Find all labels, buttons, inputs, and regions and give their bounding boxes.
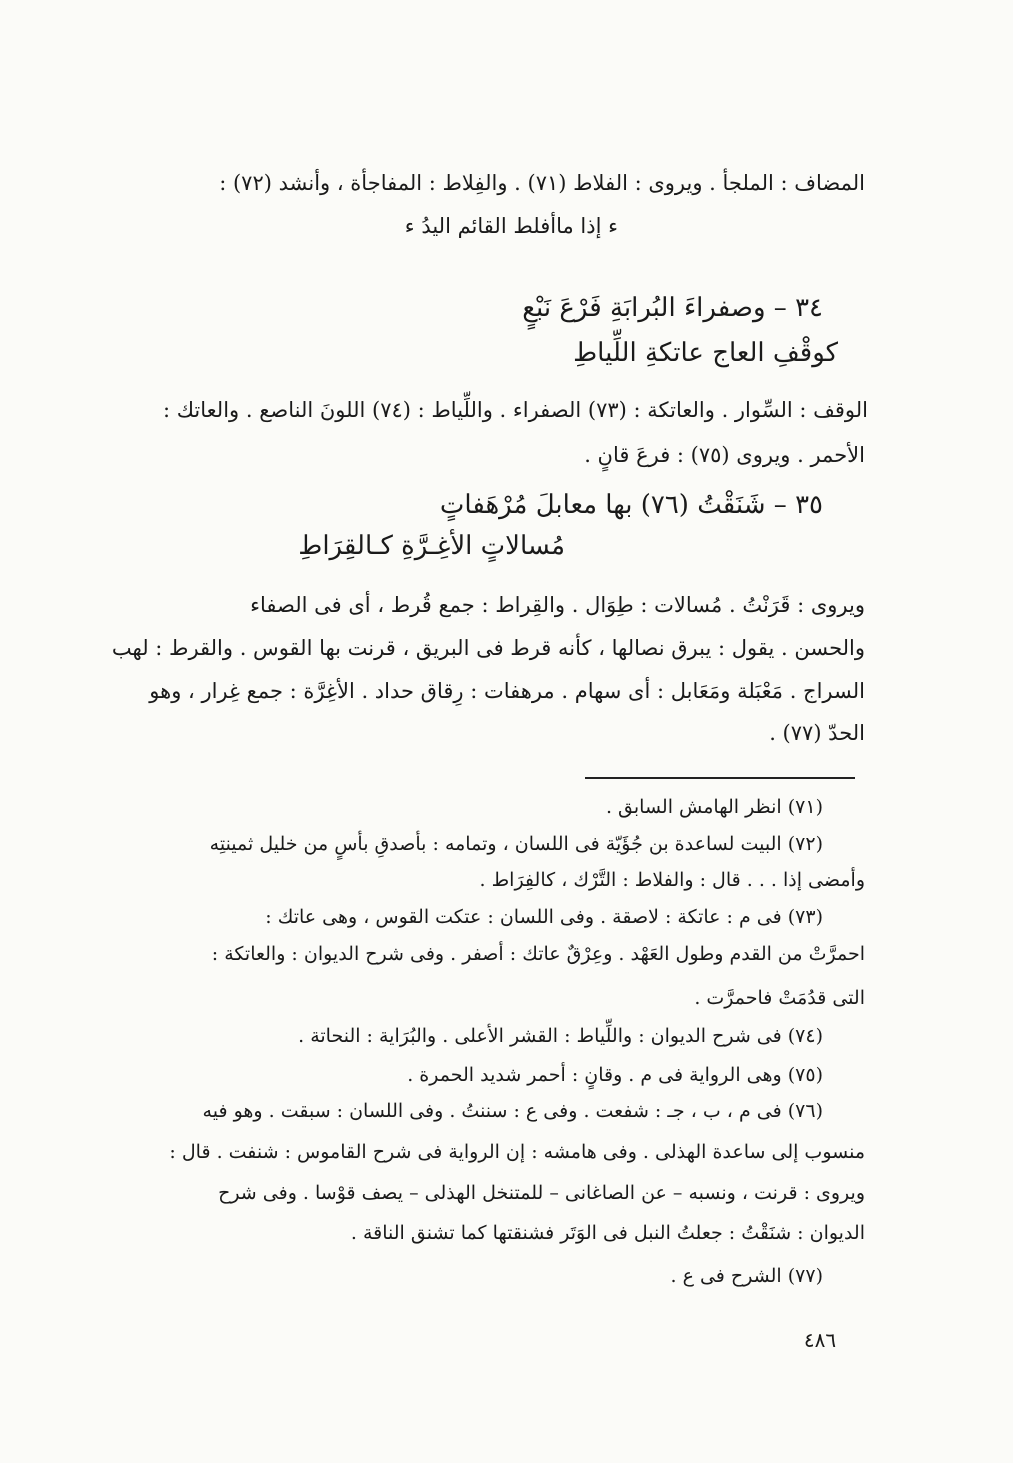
footnote-line-8: (٧٥) وهى الرواية فى م . وقانٍ : أحمر شديد الحمرة . — [407, 1064, 823, 1086]
footnote-line-10: منسوب إلى ساعدة الهذلى . وفى هامشه : إن الرواية فى شرح القاموس : شنفت . قال : — [169, 1141, 865, 1163]
footnote-line-2: (٧٢) البيت لساعدة بن جُؤَيّة فى اللسان ، وتمامه : بأصدقِ بأسٍ من خليل ثمينتِه — [209, 833, 823, 855]
body-line-9: ويروى : قَرَنْتُ . مُسالات : طِوَال . والقِراط : جمع قُرط ، أى فى الصفاء — [250, 593, 865, 617]
footnote-line-1: (٧١) انظر الهامش السابق . — [605, 796, 823, 818]
footnote-line-12: الديوان : شنَقْتُ : جعلتُ النبل فى الوَتَر فشنقتها كما تشنق الناقة . — [350, 1222, 865, 1244]
footnote-line-5: احمرَّتْ من القدم وطول العَهْد . وعِرْقٌ عاتك : أصفر . وفى شرح الديوان : والعاتكة : — [211, 943, 865, 965]
page-number: ٤٨٦ — [803, 1328, 837, 1352]
footnote-line-11: ويروى : قرنت ، ونسبه – عن الصاغانى – للمتنخل الهذلى – يصف قوْسا . وفى شرح — [218, 1182, 865, 1204]
verse-35-first: ٣٥ – شَنَقْتُ (٧٦) بها معابلَ مُرْهَفاتٍ — [439, 490, 823, 520]
footnote-line-13: (٧٧) الشرح فى ع . — [670, 1265, 823, 1287]
body-line-11: السراج . مَعْبَلة ومَعَابل : أى سهام . مرهفات : رِقاق حداد . الأغِرَّة : جمع غِرار ، وهو — [149, 679, 865, 703]
body-line-12: الحدّ (٧٧) . — [769, 721, 865, 745]
footnote-line-7: (٧٤) فى شرح الديوان : واللِّياط : القشر الأعلى . والبُرَاية : النحاتة . — [298, 1025, 823, 1047]
body-line-2-hemistich: ء إذا ماأفلط القائم اليدُ ء — [404, 214, 618, 238]
footnote-line-3: وأمضى إذا . . . قال : والفلاط : التَّرْك ، كالفِرَاط . — [479, 869, 865, 891]
verse-34-second: كوقْفِ العاج عاتكةِ اللِّياطِ — [573, 338, 838, 368]
body-line-10: والحسن . يقول : يبرق نصالها ، كأنه قرط فى البريق ، قرنت بها القوس . والقرط : لهب — [111, 636, 865, 660]
footnote-line-9: (٧٦) فى م ، ب ، جـ : شفعت . وفى ع : سننتُ . وفى اللسان : سبقت . وهو فيه — [202, 1100, 823, 1122]
footnote-line-4: (٧٣) فى م : عاتكة : لاصقة . وفى اللسان : عتكت القوس ، وهى عاتك : — [265, 906, 823, 928]
footnote-line-6: التى قدُمَتْ فاحمرَّت . — [694, 987, 865, 1009]
verse-34-first: ٣٤ – وصفراءَ البُرابَةِ فَرْعَ نَبْعٍ — [522, 293, 823, 323]
footnote-separator — [585, 777, 855, 779]
verse-35-second: مُسالاتٍ الأغِـرَّةِ كـالقِرَاطِ — [298, 531, 565, 561]
body-line-5: الوقف : السِّوار . والعاتكة : (٧٣) الصفراء . واللِّياط : (٧٤) اللونَ الناصع . والعاتك : — [162, 398, 868, 422]
body-line-6: الأحمر . ويروى (٧٥) : فرعَ قانٍ . — [584, 443, 865, 467]
body-line-1: المضاف : الملجأ . ويروى : الفلاط (٧١) . والفِلاط : المفاجأة ، وأنشد (٧٢) : — [219, 171, 865, 195]
